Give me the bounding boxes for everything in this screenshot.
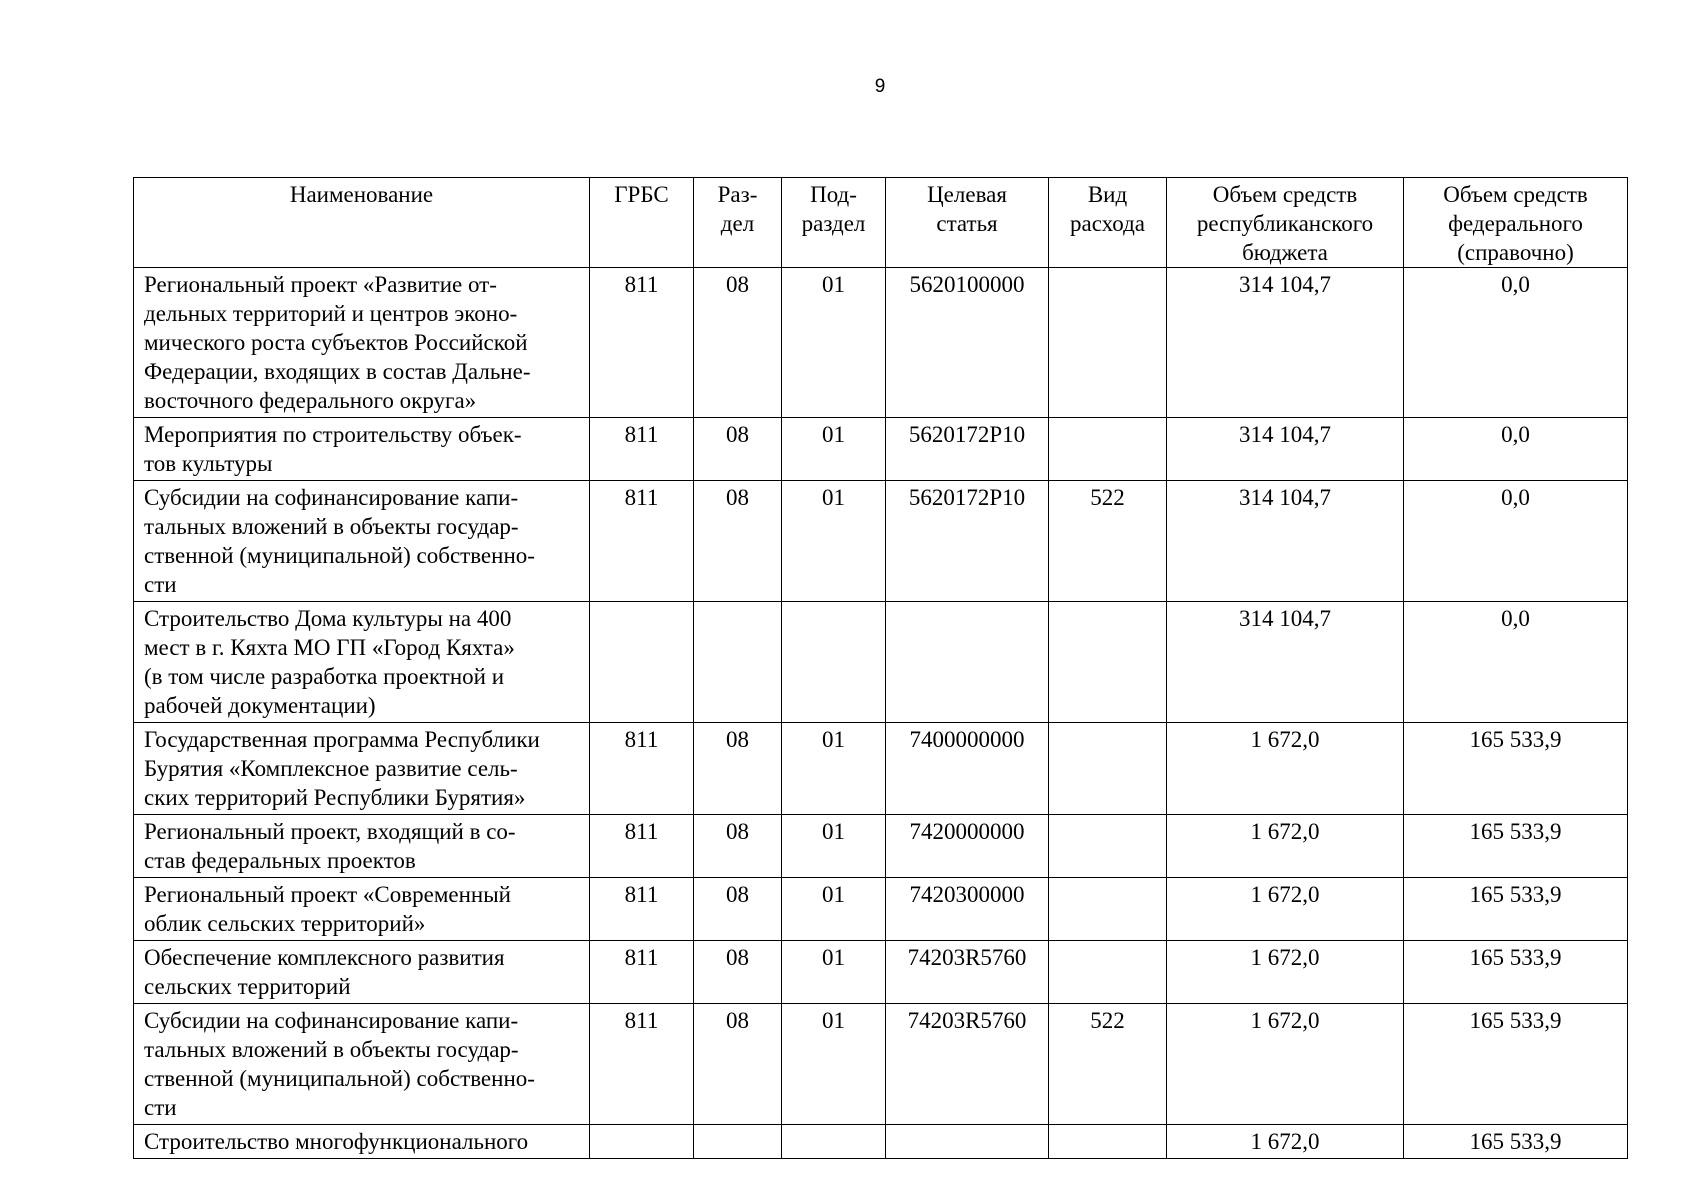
cell-name: Региональный проект, входящий в со- став федеральных проектов (134, 815, 590, 878)
cell-expense-type (1049, 941, 1167, 1004)
cell-razdel: 08 (694, 723, 782, 815)
cell-grbs: 811 (590, 878, 694, 941)
table-header-row (134, 178, 1628, 268)
cell-name: Субсидии на софинансирование капи- тальных вложений в объекты государ- ственной (муниципальной) собственно- сти (134, 481, 590, 602)
cell-federal-budget: 165 533,9 (1404, 1004, 1628, 1125)
page-number: 9 (874, 76, 886, 97)
cell-razdel (694, 1125, 782, 1159)
cell-republic-budget: 1 672,0 (1167, 1125, 1404, 1159)
cell-grbs (590, 602, 694, 723)
cell-grbs: 811 (590, 1004, 694, 1125)
cell-razdel: 08 (694, 878, 782, 941)
cell-grbs: 811 (590, 723, 694, 815)
cell-razdel: 08 (694, 268, 782, 418)
cell-republic-budget: 1 672,0 (1167, 878, 1404, 941)
table-row (134, 878, 1628, 941)
header-podrazdel: Под- раздел (782, 178, 886, 268)
cell-republic-budget: 1 672,0 (1167, 1004, 1404, 1125)
cell-federal-budget: 165 533,9 (1404, 941, 1628, 1004)
cell-razdel (694, 602, 782, 723)
cell-grbs: 811 (590, 941, 694, 1004)
cell-name: Обеспечение комплексного развития сельских территорий (134, 941, 590, 1004)
cell-federal-budget: 165 533,9 (1404, 1125, 1628, 1159)
cell-federal-budget: 0,0 (1404, 268, 1628, 418)
table-row (134, 481, 1628, 602)
cell-grbs: 811 (590, 268, 694, 418)
header-federal-budget: Объем средств федерального (справочно) (1404, 178, 1628, 268)
cell-razdel: 08 (694, 1004, 782, 1125)
cell-republic-budget: 314 104,7 (1167, 481, 1404, 602)
cell-expense-type (1049, 815, 1167, 878)
table-row (134, 602, 1628, 723)
cell-expense-type (1049, 418, 1167, 481)
cell-razdel: 08 (694, 815, 782, 878)
cell-name: Мероприятия по строительству объек- тов культуры (134, 418, 590, 481)
cell-expense-type (1049, 602, 1167, 723)
table-row (134, 1004, 1628, 1125)
cell-expense-type (1049, 268, 1167, 418)
header-target-article: Целевая статья (886, 178, 1049, 268)
cell-federal-budget: 165 533,9 (1404, 878, 1628, 941)
cell-republic-budget: 314 104,7 (1167, 418, 1404, 481)
table-row (134, 815, 1628, 878)
cell-federal-budget: 0,0 (1404, 481, 1628, 602)
cell-podrazdel: 01 (782, 418, 886, 481)
cell-grbs (590, 1125, 694, 1159)
cell-republic-budget: 1 672,0 (1167, 723, 1404, 815)
cell-razdel: 08 (694, 481, 782, 602)
cell-federal-budget: 165 533,9 (1404, 815, 1628, 878)
cell-target-article: 74203R5760 (886, 941, 1049, 1004)
cell-target-article: 74203R5760 (886, 1004, 1049, 1125)
header-expense-type: Вид расхода (1049, 178, 1167, 268)
budget-table (133, 177, 1628, 1159)
cell-podrazdel: 01 (782, 878, 886, 941)
cell-republic-budget: 1 672,0 (1167, 815, 1404, 878)
cell-expense-type: 522 (1049, 1004, 1167, 1125)
cell-podrazdel: 01 (782, 481, 886, 602)
cell-razdel: 08 (694, 418, 782, 481)
header-razdel: Раз- дел (694, 178, 782, 268)
cell-podrazdel: 01 (782, 1004, 886, 1125)
cell-grbs: 811 (590, 815, 694, 878)
cell-razdel: 08 (694, 941, 782, 1004)
cell-target-article (886, 602, 1049, 723)
cell-target-article: 5620172P10 (886, 481, 1049, 602)
table-row (134, 941, 1628, 1004)
cell-grbs: 811 (590, 481, 694, 602)
table-row (134, 268, 1628, 418)
cell-federal-budget: 0,0 (1404, 418, 1628, 481)
cell-target-article (886, 1125, 1049, 1159)
cell-podrazdel (782, 602, 886, 723)
cell-name: Строительство Дома культуры на 400 мест в г. Кяхта МО ГП «Город Кяхта» (в том числе разработка проектной и рабочей документации) (134, 602, 590, 723)
cell-expense-type (1049, 1125, 1167, 1159)
cell-podrazdel: 01 (782, 723, 886, 815)
cell-target-article: 7400000000 (886, 723, 1049, 815)
cell-target-article: 7420000000 (886, 815, 1049, 878)
cell-grbs: 811 (590, 418, 694, 481)
header-republic-budget: Объем средств республиканского бюджета (1167, 178, 1404, 268)
cell-name: Строительство многофункционального (134, 1125, 590, 1159)
table-row (134, 723, 1628, 815)
cell-republic-budget: 314 104,7 (1167, 268, 1404, 418)
cell-expense-type (1049, 723, 1167, 815)
cell-podrazdel: 01 (782, 268, 886, 418)
table-row (134, 1125, 1628, 1159)
cell-name: Региональный проект «Современный облик сельских территорий» (134, 878, 590, 941)
header-name: Наименование (134, 178, 590, 268)
cell-target-article: 7420300000 (886, 878, 1049, 941)
cell-podrazdel: 01 (782, 815, 886, 878)
cell-name: Государственная программа Республики Бурятия «Комплексное развитие сель- ских территорий Республики Бурятия» (134, 723, 590, 815)
table-row (134, 418, 1628, 481)
cell-expense-type (1049, 878, 1167, 941)
cell-republic-budget: 314 104,7 (1167, 602, 1404, 723)
cell-target-article: 5620100000 (886, 268, 1049, 418)
cell-republic-budget: 1 672,0 (1167, 941, 1404, 1004)
header-grbs: ГРБС (590, 178, 694, 268)
cell-podrazdel: 01 (782, 941, 886, 1004)
cell-name: Субсидии на софинансирование капи- тальных вложений в объекты государ- ственной (муниципальной) собственно- сти (134, 1004, 590, 1125)
cell-podrazdel (782, 1125, 886, 1159)
cell-federal-budget: 165 533,9 (1404, 723, 1628, 815)
table-body (134, 268, 1628, 1159)
cell-name: Региональный проект «Развитие от- дельных территорий и центров эконо- мического роста субъектов Российской Федерации, входящих в состав Дальне- восточного федерального округа» (134, 268, 590, 418)
cell-federal-budget: 0,0 (1404, 602, 1628, 723)
cell-expense-type: 522 (1049, 481, 1167, 602)
cell-target-article: 5620172P10 (886, 418, 1049, 481)
